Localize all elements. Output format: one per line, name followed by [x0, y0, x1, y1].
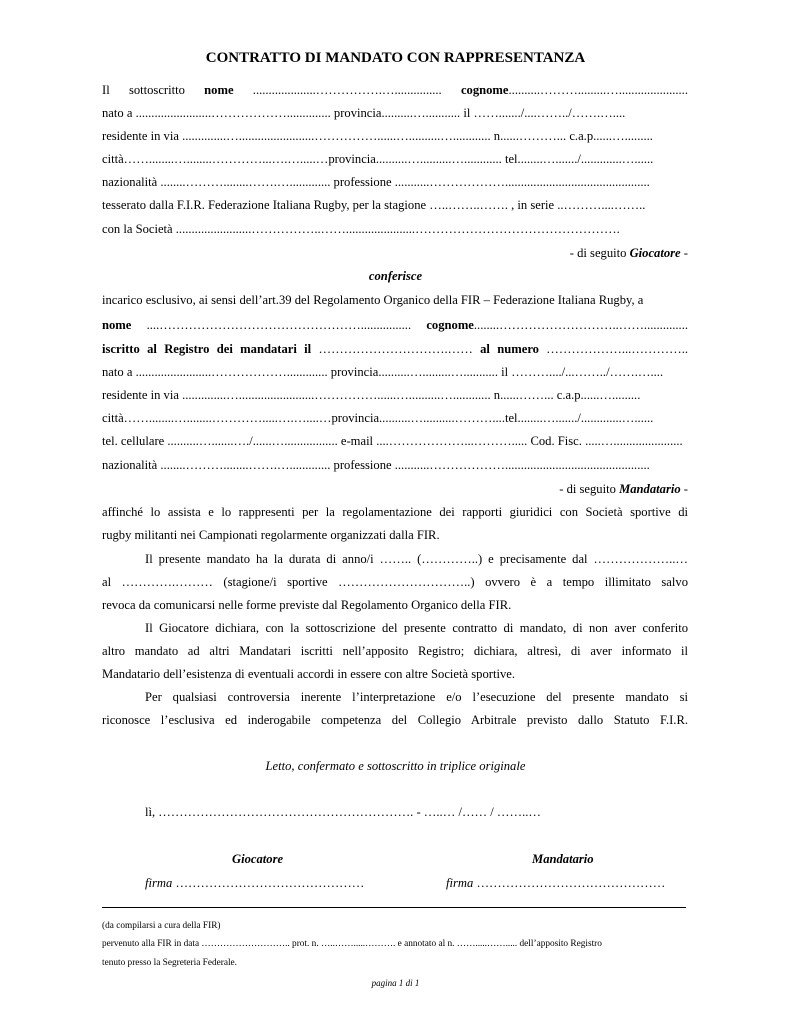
paragraph-2-line-3: revoca da comunicarsi nelle forme previste dal Regolamento Organico della FIR. [102, 598, 512, 612]
player-role-suffix: - [680, 246, 688, 260]
agent-contact-line: tel. cellulare ..........….......…./......…................. e-mail ....………………...………..... Cod. Fisc. .....…...................... [102, 434, 683, 448]
agent-registry-label: iscritto al Registro dei mandatari il [102, 342, 312, 356]
signoff-statement: Letto, confermato e sottoscritto in triplice originale [265, 759, 526, 773]
agent-cognome-label: cognome [411, 318, 474, 332]
section-divider [102, 907, 686, 908]
player-nationality-line: nazionalità ........………........…….…............. professione ...........……………….............................................. [102, 175, 650, 189]
paragraph-4-line-2: riconosce l’esclusiva ed inderogabile competenza del Collegio Arbitrale previsto dallo Statuto F.I.R. [102, 713, 688, 727]
page-number: pagina 1 di 1 [371, 978, 420, 988]
player-name-prefix: Il sottoscritto [102, 83, 205, 97]
agent-birth-line: nato a ........................………………............. provincia..........….........…........... il ………..../...……../…….….... [102, 365, 664, 379]
agent-city-line: città……........…........………….....….…....…provincia..........…..........………....tel........…......./.............…...... [102, 411, 654, 425]
agent-registry-date-dots: ………………………….…… [311, 342, 481, 356]
agent-nationality-line: nazionalità ........………........…….…............. professione ...........……………….............................................. [102, 458, 650, 472]
conferisce-heading: conferisce [368, 269, 423, 283]
mandatario-signature-field [446, 875, 665, 891]
giocatore-firma-label: firma [145, 876, 173, 890]
paragraph-4-line-1: Per qualsiasi controversia inerente l’interpretazione e/o l’esecuzione del presente mandato si [145, 690, 688, 704]
agent-nome-dots: ....…………………………………………................ [131, 318, 412, 332]
document-title: CONTRATTO DI MANDATO CON RAPPRESENTANZA [205, 50, 586, 66]
agent-nome-label: nome [102, 318, 132, 332]
player-birth-line: nato a ........................……………….............. provincia..........…........... il ……......./....……../…….….... [102, 106, 626, 120]
place-date-line: lì, ……………………………………………………. - …..… /…… / ……..… [145, 805, 542, 819]
mandatario-signature-label: Mandatario [532, 852, 594, 866]
giocatore-signature-field [145, 875, 364, 891]
player-cognome-dots: ..........……….........…...................... [508, 83, 688, 97]
player-nome-dots: ....................…………….…............... [233, 83, 442, 97]
player-nome-label: nome [204, 83, 234, 97]
player-name-line [102, 82, 688, 98]
agent-registry-number-label: al numero [480, 342, 539, 356]
mandate-intro-line: incarico esclusivo, ai sensi dell’art.39 del Regolamento Organico della FIR – Federazione Italiana Rugby, a [102, 293, 644, 307]
agent-registry-line [102, 341, 688, 357]
agent-name-line [102, 317, 688, 333]
giocatore-signature-label: Giocatore [232, 852, 284, 866]
paragraph-1-line-2: rugby militanti nei Campionati regolarmente organizzati dalla FIR. [102, 528, 440, 542]
fir-received-line: pervenuto alla FIR in data ……………………….. prot. n. …..…….....………. e annotato al n. …….....……..... dell’apposito Registro [102, 939, 602, 949]
agent-cognome-dots: ........………………………..…….............. [473, 318, 688, 332]
agent-role-line [102, 481, 688, 497]
paragraph-3-line-3: Mandatario dell’esistenza di eventuali accordi in essere con altre Società sportive. [102, 667, 515, 681]
fir-secretariat-line: tenuto presso la Segreteria Federale. [102, 958, 238, 968]
agent-role-suffix: - [680, 482, 688, 496]
player-club-line: con la Società ........................……………..……......................…………………………………………. [102, 222, 620, 236]
player-role-label: Giocatore [629, 246, 681, 260]
player-role-prefix: - di seguito [569, 246, 630, 260]
mandatario-firma-dots: ……………………………………… [473, 876, 666, 890]
agent-role-label: Mandatario [619, 482, 681, 496]
agent-address-line: residente in via ..............…........................……………......…..........…............ n......……... c.a.p......…......... [102, 388, 641, 402]
mandatario-firma-label: firma [446, 876, 474, 890]
giocatore-firma-dots: ……………………………………… [172, 876, 365, 890]
paragraph-1-line-1: affinché lo assista e lo rappresenti per la regolamentazione dei rapporti giuridici con Società sportive di [102, 505, 688, 519]
agent-role-prefix: - di seguito [559, 482, 620, 496]
paragraph-3-line-2: altro mandato ad altri Mandatari iscritti nell’apposito Registro; dichiara, altresì, di aver informato il [102, 644, 688, 658]
player-registration-line: tesserato dalla F.I.R. Federazione Italiana Rugby, per la stagione …..……..……. , in serie ..………....…….. [102, 198, 646, 212]
player-role-line [102, 245, 688, 261]
paragraph-2-line-2: al ………….……… (stagione/i sportive …………………………..) ovvero è a tempo illimitato salvo [102, 575, 688, 589]
agent-registry-number-dots: ………………...………….. [538, 342, 688, 356]
fir-note: (da compilarsi a cura della FIR) [102, 921, 221, 931]
player-cognome-label: cognome [441, 83, 509, 97]
player-city-line: città……........…........…………...….….....…provincia..........…..........…............ tel........…......./.............…...... [102, 152, 654, 166]
paragraph-3-line-1: Il Giocatore dichiara, con la sottoscrizione del presente contratto di mandato, di non aver conferito [145, 621, 688, 635]
player-address-line: residente in via ..............…........................……………......…..........…............ n......………... c.a.p......…......... [102, 129, 653, 143]
paragraph-2-line-1: Il presente mandato ha la durata di anno/i …….. (…………..) e precisamente dal ………………..… [145, 552, 688, 566]
